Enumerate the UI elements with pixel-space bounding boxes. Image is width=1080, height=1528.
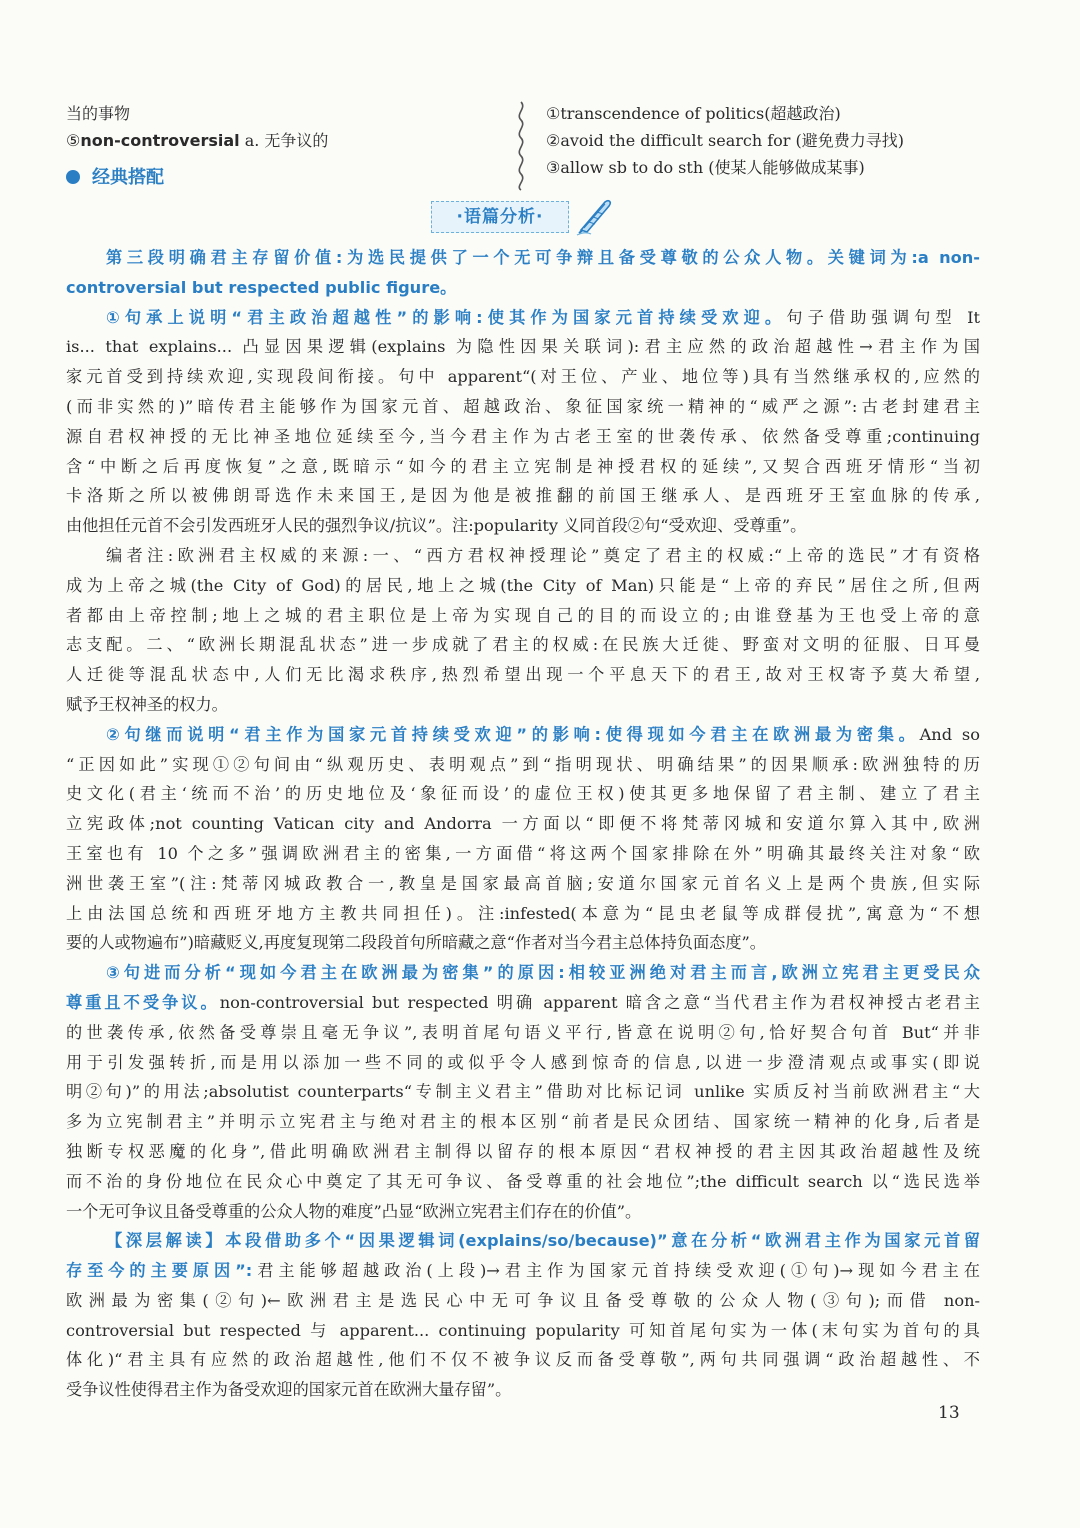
highlighted-text: ③句进而分析“现如今君主在欧洲最为密集”的原因:相较亚洲绝对君主而言,欧洲立宪君主更受民众 [106, 963, 980, 983]
text-line [66, 422, 980, 452]
body-text: is... that explains... 凸显因果逻辑(explains 为隐性因果关联词):君主应然的政治超越性→君主作为国 [66, 337, 980, 357]
text-line [66, 1316, 980, 1346]
body-text: 家元首受到持续欢迎,实现段间衔接。句中 apparent“(对王位、产业、地位等)具有当然继承权的,应然的 [66, 367, 980, 387]
text-line [66, 750, 980, 780]
collocation-item-1: ①transcendence of politics(超越政治) [546, 104, 841, 123]
text-line [66, 1018, 980, 1048]
body-text: 欧洲最为密集(②句)←欧洲君主是选民心中无可争议且备受尊敬的公众人物(③句);而借 non- [66, 1290, 980, 1310]
text-line [66, 1197, 980, 1227]
body-text: 洲世袭王室”(注:梵蒂冈城政教合一,教皇是国家最高首脑;安道尔国家元首名义上是两个贵族,但实际 [66, 873, 980, 893]
text-line [66, 1077, 980, 1107]
body-text: (而非实然的)”暗传君主能够作为国家元首、超越政治、象征国家统一精神的“威严之源”:古老封建君主 [66, 396, 980, 416]
text-line [66, 362, 980, 392]
collocation-item-3: ③allow sb to do sth (使某人能够做成某事) [546, 158, 865, 177]
collocation-heading [66, 163, 164, 189]
text-line [66, 720, 980, 750]
body-text: 卡洛斯之所以被佛朗哥选作未来国王,是因为他是被推翻的前国王继承人、是西班牙王室血脉的传承, [66, 486, 980, 506]
analysis-text [66, 243, 980, 1405]
quill-pen-icon [575, 196, 613, 236]
vocab-term: non-controversial [80, 131, 240, 150]
text-line [66, 392, 980, 422]
text-line [66, 243, 980, 273]
body-text: non-controversial but respected 明确 apparent 暗含之意“当代君主作为君权神授古老君主 [219, 992, 980, 1012]
text-line [66, 1345, 980, 1375]
text-line [66, 1286, 980, 1316]
section-title: ·语篇分析· [431, 201, 569, 233]
body-text: 一个无可争议且备受尊重的公众人物的难度”凸显“欧洲立宪君主们存在的价值”。 [66, 1201, 642, 1221]
text-line [66, 630, 980, 660]
text-line [66, 958, 980, 988]
collocation-heading-label: 经典搭配 [92, 167, 164, 188]
body-text: 赋予王权神圣的权力。 [66, 694, 228, 714]
text-line [66, 541, 980, 571]
body-text: 受争议性使得君主作为备受欢迎的国家元首在欧洲大量存留”。 [66, 1380, 512, 1400]
body-text: 而不治的身份地位在民众心中奠定了其无可争议、备受尊重的社会地位”;the difficult search 以“选民选举 [66, 1171, 980, 1191]
text-line [66, 273, 980, 303]
highlighted-text: 存至今的主要原因”: [66, 1261, 253, 1281]
top-left-line-2 [66, 128, 328, 154]
vocab-definition: a. 无争议的 [239, 131, 329, 150]
body-text: 源自君权神授的无比神圣地位延续至今,当今君主作为古老王室的世袭传承、依然备受尊重;continuing [66, 426, 980, 446]
bullet-dot-icon [66, 170, 80, 184]
body-text: 的世袭传承,依然备受尊崇且毫无争议”,表明首尾句语义平行,皆意在说明②句,恰好契合句首 But“并非 [66, 1022, 980, 1042]
top-left-line-1: 当的事物 [66, 104, 131, 123]
body-text: And so [919, 724, 980, 744]
body-text: 含“中断之后再度恢复”之意,既暗示“如今的君主立宪制是神授君权的延续”,又契合西班牙情形“当初 [66, 456, 980, 476]
text-line [66, 839, 980, 869]
text-line [66, 481, 980, 511]
text-line [66, 660, 980, 690]
body-text: 人迁徙等混乱状态中,人们无比渴求秩序,热烈希望出现一个平息天下的君王,故对王权寄予莫大希望, [66, 665, 980, 685]
highlighted-text: 【深层解读】本段借助多个“因果逻辑词(explains/so/because)”意在分析“欧洲君主作为国家元首留 [106, 1231, 980, 1251]
highlighted-text: ①句承上说明“君主政治超越性”的影响:使其作为国家元首持续受欢迎。 [106, 307, 787, 327]
text-line [66, 452, 980, 482]
text-line [66, 1107, 980, 1137]
body-text: 立宪政体;not counting Vatican city and Andorra 一方面以“即便不将梵蒂冈城和安道尔算入其中,欧洲 [66, 814, 980, 834]
highlighted-text: 第三段明确君主存留价值:为选民提供了一个无可争辩且备受尊敬的公众人物。关键词为:a non- [106, 248, 980, 267]
text-line [66, 988, 980, 1018]
body-text: 多为立宪制君主”并明示立宪君主与绝对君主的根本区别“前者是民众团结、国家统一精神的化身,后者是 [66, 1112, 980, 1132]
text-line [66, 1226, 980, 1256]
highlighted-text: controversial but respected public figure。 [66, 277, 457, 297]
text-line [66, 869, 980, 899]
body-text: 独断专权恶魔的化身”,借此明确欧洲君主制得以留存的根本原因“君权神授的君主因其政治超越性及统 [66, 1141, 980, 1161]
body-text: 志支配。二、“欧洲长期混乱状态”进一步成就了君主的权威:在民族大迁徙、野蛮对文明的征服、日耳曼 [66, 635, 980, 655]
text-line [66, 809, 980, 839]
text-line [66, 779, 980, 809]
body-text: 王室也有 10 个之多”强调欧洲君主的密集,一方面借“将这两个国家排除在外”明确其最终关注对象“欧 [66, 843, 980, 863]
text-line [66, 1375, 980, 1405]
item-number: ⑤ [66, 131, 81, 150]
text-line [66, 571, 980, 601]
highlighted-text: 尊重且不受争议。 [66, 992, 220, 1012]
collocation-item-2: ②avoid the difficult search for (避免费力寻找) [546, 131, 905, 150]
body-text: 由他担任元首不会引发西班牙人民的强烈争议/抗议”。注:popularity 义同首段②句“受欢迎、受尊重”。 [66, 516, 807, 536]
text-line [66, 690, 980, 720]
text-line [66, 1137, 980, 1167]
body-text: 者都由上帝控制;地上之城的君主职位是上帝为实现自己的目的而设立的;由谁登基为王也受上帝的意 [66, 605, 980, 625]
body-text: 君主能够超越政治(上段)→君主作为国家元首持续受欢迎(①句)→现如今君主在 [252, 1261, 980, 1281]
body-text: 用于引发强转折,而是用以添加一些不同的或似乎令人感到惊奇的信息,以进一步澄清观点或事实(即说 [66, 1052, 980, 1072]
text-line [66, 928, 980, 958]
page-number: 13 [938, 1403, 960, 1423]
text-line [66, 1256, 980, 1286]
text-line [66, 511, 980, 541]
body-text: controversial but respected 与 apparent... continuing popularity 可知首尾句实为一体(末句实为首句的具 [66, 1320, 980, 1340]
body-text: 体化)“君主具有应然的政治超越性,他们不仅不被争议反而备受尊敬”,两句共同强调“政治超越性、不 [66, 1350, 980, 1370]
body-text: 成为上帝之城(the City of God)的居民,地上之城(the City of Man)只能是“上帝的弃民”居住之所,但两 [66, 575, 980, 595]
text-line [66, 1048, 980, 1078]
text-line [66, 899, 980, 929]
body-text: 明②句)”的用法;absolutist counterparts“专制主义君主”借助对比标记词 unlike 实质反衬当前欧洲君主“大 [66, 1082, 980, 1102]
body-text: 上由法国总统和西班牙地方主教共同担任)。注:infested(本意为“昆虫老鼠等成群侵扰”,寓意为“不想 [66, 903, 980, 923]
text-line [66, 332, 980, 362]
body-text: 要的人或物遍布”)暗藏贬义,再度复现第二段段首句所暗藏之意“作者对当今君主总体持负面态度”。 [66, 933, 766, 953]
text-line [66, 601, 980, 631]
wavy-divider-icon [512, 100, 530, 192]
text-line [66, 303, 980, 333]
text-line [66, 1167, 980, 1197]
highlighted-text: ②句继而说明“君主作为国家元首持续受欢迎”的影响:使得现如今君主在欧洲最为密集。 [106, 724, 920, 744]
body-text: 史文化(君主‘统而不治’的历史地位及‘象征而设’的虚位王权)使其更多地保留了君主制、建立了君主 [66, 784, 980, 804]
body-text: 句子借助强调句型 It [786, 307, 980, 327]
body-text: 编者注:欧洲君主权威的来源:一、“西方君权神授理论”奠定了君主的权威:“上帝的选民”才有资格 [106, 545, 980, 565]
body-text: “正因如此”实现①②句间由“纵观历史、表明观点”到“指明现状、明确结果”的因果顺承:欧洲独特的历 [66, 754, 980, 774]
